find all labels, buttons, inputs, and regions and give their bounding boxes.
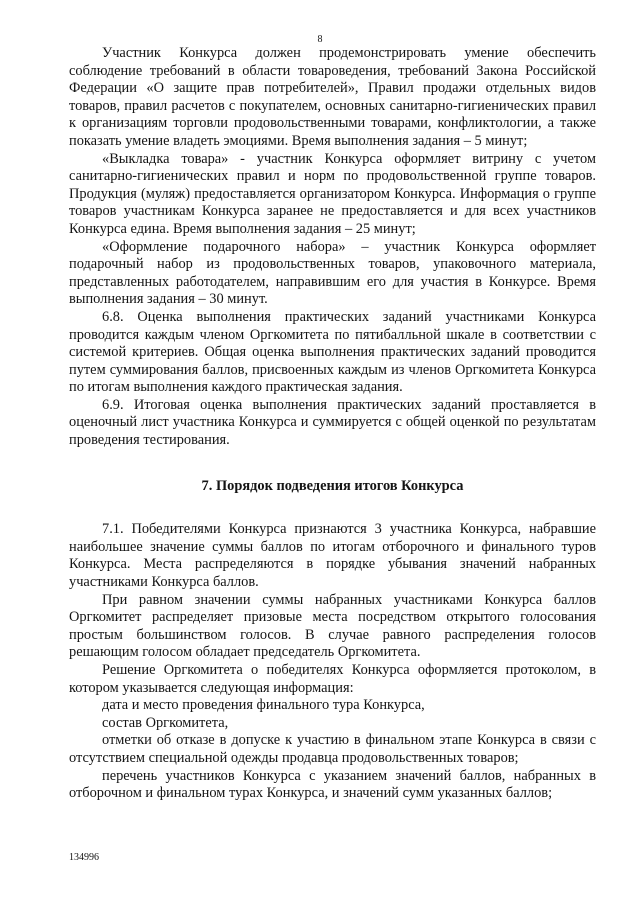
paragraph-gift-set: «Оформление подарочного набора» – участник Конкурса оформляет подарочный набор из продовольственных товаров, упаковочного материала, представленных работодателем, направившим его для участия в Конкурсе. Время выполнения задания – 30 минут. bbox=[69, 238, 596, 308]
paragraph-demonstration-requirements: Участник Конкурса должен продемонстрировать умение обеспечить соблюдение требований в области товароведения, требований Закона Российской Федерации «О защите прав потребителей», Правил продажи отдельных видов товаров, правил расчетов с покупателем, основных санитарно-гигиенических правил к организациям торговли продовольственными товарами, конфликтологии, а также показать умение владеть эмоциями. Время выполнения задания – 5 минут; bbox=[69, 45, 596, 149]
paragraph-goods-display: «Выкладка товара» - участник Конкурса оформляет витрину с учетом санитарно-гигиенических правил и норм по продовольственной группе товаров. Продукция (муляж) предоставляется организатором Конкурса. Информация о группе товаров участникам Конкурса заранее не предоставляется и для всех участников Конкурса едина. Время выполнения задания – 25 минут; bbox=[69, 150, 596, 237]
list-item-date-place: дата и место проведения финального тура Конкурса, bbox=[102, 697, 425, 714]
list-item-participants: перечень участников Конкурса с указанием значений баллов, набранных в отборочном и финальном турах Конкурса, и значений сумм указанных баллов; bbox=[69, 767, 596, 802]
paragraph-equal-score: При равном значении суммы набранных участниками Конкурса баллов Оргкомитет распределяет призовые места посредством открытого голосования простым большинством голосов. В случае равного распределения голосов решающим голосом обладает председатель Оргкомитета. bbox=[69, 591, 596, 661]
page-number: 8 bbox=[317, 34, 323, 45]
footer-code: 134996 bbox=[69, 852, 99, 863]
paragraph-protocol: Решение Оргкомитета о победителях Конкурса оформляется протоколом, в котором указывается следующая информация: bbox=[69, 662, 596, 696]
document-body bbox=[69, 45, 596, 803]
paragraph-6-8: 6.8. Оценка выполнения практических заданий участниками Конкурса проводится каждым членом Оргкомитета по пятибалльной шкале в соответствии с системой критериев. Общая оценка выполнения практических заданий проводится путем суммирования баллов, присвоенных каждым из членов Оргкомитета Конкурса по итогам выполнения каждого практическая задания. bbox=[69, 308, 596, 396]
paragraph-6-9: 6.9. Итоговая оценка выполнения практических заданий проставляется в оценочный лист участника Конкурса и суммируется с общей оценкой по результатам проведения тестирования. bbox=[69, 396, 596, 449]
section-heading: 7. Порядок подведения итогов Конкурса bbox=[201, 477, 464, 494]
paragraph-7-1: 7.1. Победителями Конкурса признаются 3 участника Конкурса, набравшие наибольшее значение суммы баллов по итогам отборочного и финального туров Конкурса. Места распределяются в порядке убывания значений набранных участниками Конкурса баллов. bbox=[69, 521, 596, 591]
list-item-refusal-marks: отметки об отказе в допуске к участию в финальном этапе Конкурса в связи с отсутствием специальной одежды продавца продовольственных товаров; bbox=[69, 732, 596, 766]
list-item-committee: состав Оргкомитета, bbox=[102, 714, 229, 731]
